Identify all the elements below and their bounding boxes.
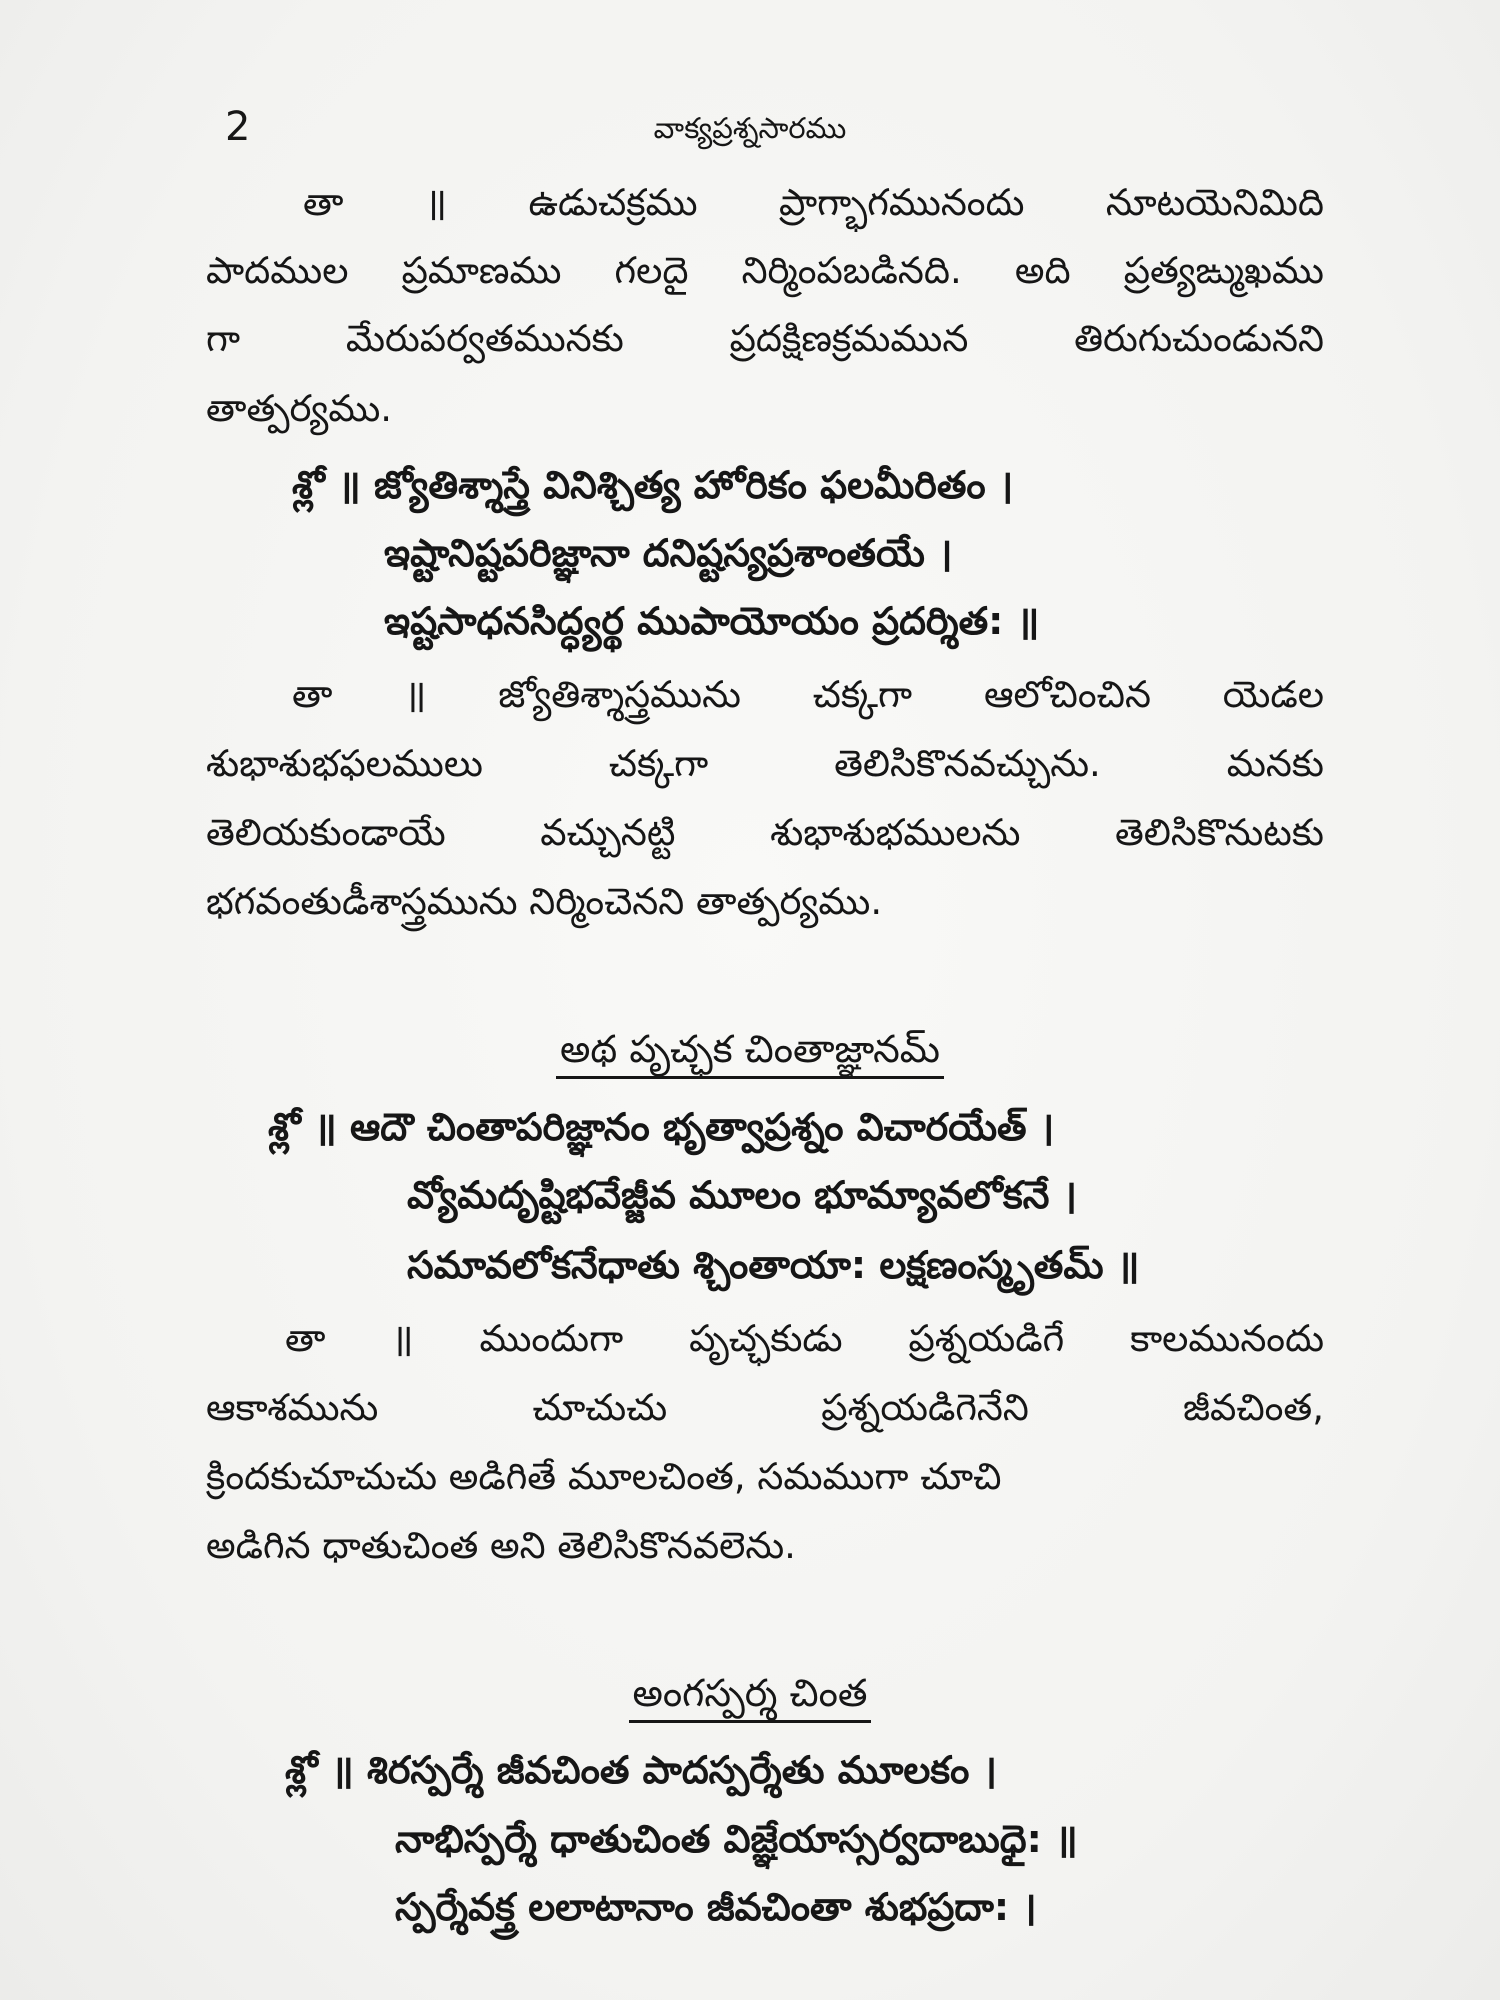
shloka-line: నాభిస్పర్శే ధాతుచింత విజ్ఞేయాస్సర్వదాబుధై: ॥	[395, 1817, 1078, 1861]
shloka-line: శ్లో ॥ జ్యోతిశ్శాస్త్రే వినిశ్చిత్య హోరికం ఫలమీరితం ।	[292, 463, 1014, 507]
commentary-line: క్రిందకుచూచుచు అడిగితే మూలచింత, సమముగా చూచి	[206, 1455, 1002, 1498]
commentary-line: తా ॥ జ్యోతిశ్శాస్త్రమును చక్కగా ఆలోచించిన యెడల	[292, 673, 1324, 716]
commentary-line: తా ॥ ముందుగా పృచ్ఛకుడు ప్రశ్నయడిగే కాలమునందు	[285, 1317, 1324, 1360]
commentary-line: భగవంతుడీశాస్త్రమును నిర్మించెనని తాత్పర్యము.	[206, 880, 883, 923]
commentary-line: తాత్పర్యము.	[206, 387, 393, 430]
commentary-line: తా ॥ ఉడుచక్రము ప్రాగ్భాగమునందు నూటయెనిమిది	[303, 181, 1324, 224]
section-heading-text: అథ పృచ్ఛక చింతాజ్ఞానమ్	[556, 1026, 944, 1079]
shloka-line: శ్లో ॥ ఆదౌ చింతాపరిజ్ఞానం భృత్వాప్రశ్నం విచారయేత్ ।	[268, 1105, 1055, 1149]
commentary-line: పాదముల ప్రమాణము గలదై నిర్మింపబడినది. అది ప్రత్యఙ్ముఖము	[206, 249, 1324, 292]
running-title: వాక్యప్రశ్నసారము	[653, 111, 847, 145]
shloka-line: ఇష్టసాధనసిద్ధ్యర్థ ముపాయోయం ప్రదర్శిత: ॥	[384, 599, 1040, 643]
shloka-line: శ్లో ॥ శిరస్పర్శే జీవచింత పాదస్పర్శేతు మూలకం ।	[285, 1748, 998, 1792]
shloka-line: సమావలోకనేధాతు శ్చింతాయా: లక్షణంస్మృతమ్ ॥	[407, 1243, 1140, 1287]
section-heading-text: అంగస్పర్శ చింత	[629, 1670, 872, 1723]
shloka-line: స్పర్శేవక్త్ర లలాటానాం జీవచింతా శుభప్రదా: ।	[395, 1885, 1037, 1929]
commentary-line: శుభాశుభఫలములు చక్కగా తెలిసికొనవచ్చును. మనకు	[206, 742, 1324, 785]
shloka-line: వ్యోమదృష్టిభవేజ్జీవ మూలం భూమ్యావలోకనే ।	[407, 1173, 1078, 1217]
page-number: 2	[225, 104, 251, 150]
section-heading	[0, 1668, 1500, 1723]
shloka-line: ఇష్టానిష్టపరిజ్ఞానా దనిష్టస్యప్రశాంతయే ।	[384, 531, 953, 575]
section-heading	[0, 1024, 1500, 1079]
commentary-line: ఆకాశమును చూచుచు ప్రశ్నయడిగెనేని జీవచింత,	[206, 1386, 1324, 1429]
commentary-line: గా మేరుపర్వతమునకు ప్రదక్షిణక్రమమున తిరుగుచుండునని	[206, 317, 1324, 360]
commentary-line: అడిగిన ధాతుచింత అని తెలిసికొనవలెను.	[206, 1524, 796, 1567]
commentary-line: తెలియకుండాయే వచ్చునట్టి శుభాశుభములను తెలిసికొనుటకు	[206, 811, 1324, 854]
